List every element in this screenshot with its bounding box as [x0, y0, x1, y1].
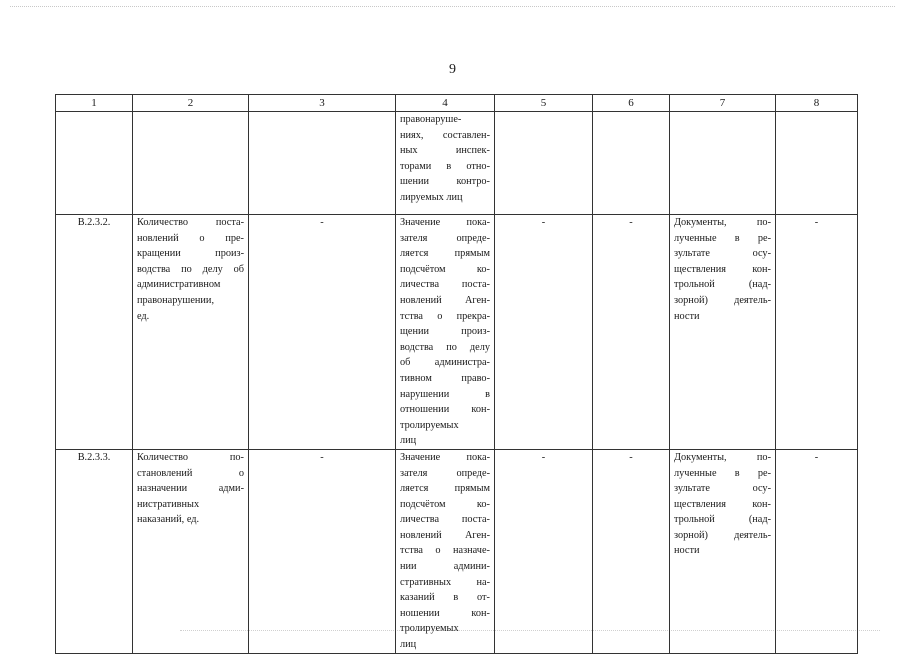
column-header: 5	[495, 95, 593, 112]
table-cell-c3	[249, 449, 396, 653]
scan-artifact-top	[10, 6, 895, 8]
cell-text-line: ед.	[137, 310, 150, 322]
page-number: 9	[449, 62, 456, 77]
cell-value: -	[320, 217, 324, 228]
cell-text-line: трольной (над-	[674, 514, 771, 526]
cell-text-line: ности	[674, 545, 700, 557]
table-cell-c2	[133, 112, 249, 215]
table-cell-c4	[396, 449, 495, 653]
document-table	[55, 94, 858, 654]
column-header: 4	[396, 95, 495, 112]
cell-text-line: водства по делу об	[137, 263, 244, 275]
cell-text-line: лученные в ре-	[674, 467, 771, 479]
table-row	[56, 449, 858, 653]
cell-text-line: лиц	[400, 639, 417, 651]
cell-text-line: тролируемых	[400, 623, 459, 635]
cell-text-line: лиц	[400, 435, 417, 447]
table-cell-c1	[56, 449, 133, 653]
cell-text-line: становлений о	[137, 467, 244, 479]
cell-text-line: ществления кон-	[674, 498, 771, 510]
cell-text-line: административном	[137, 279, 221, 291]
table-cell-c6	[593, 449, 670, 653]
cell-text-line: личества поста-	[400, 514, 490, 526]
cell-text-line: тролируемых	[400, 419, 459, 431]
cell-text-line: наказаний, ед.	[137, 514, 200, 526]
cell-text-line: подсчётом ко-	[400, 498, 490, 510]
column-header: 3	[249, 95, 396, 112]
cell-text-line: ляется прямым	[400, 248, 490, 260]
table-cell-c3	[249, 112, 396, 215]
cell-text-line: тства о прекра-	[400, 310, 490, 322]
cell-text-line: нарушении в	[400, 388, 490, 400]
cell-value: -	[629, 217, 633, 228]
cell-text-line: нии админи-	[400, 561, 490, 573]
table-cell-c5	[495, 449, 593, 653]
row-code: В.2.3.2.	[77, 217, 111, 228]
cell-text-line: Значение пока-	[400, 451, 490, 463]
table-cell-c3	[249, 215, 396, 450]
cell-text-line: Количество поста-	[137, 217, 244, 228]
cell-text-line: Значение пока-	[400, 217, 490, 228]
cell-text-line: ществления кон-	[674, 263, 771, 275]
cell-text-line: тивном право-	[400, 372, 490, 384]
column-header: 7	[670, 95, 776, 112]
table-cell-c4	[396, 215, 495, 450]
cell-text-line: назначении адми-	[137, 483, 244, 495]
cell-text-line: отношении кон-	[400, 404, 490, 416]
table-cell-c8	[776, 112, 858, 215]
cell-value: -	[320, 451, 324, 463]
cell-text-line: об администра-	[400, 357, 490, 369]
cell-text-line: ниях, составлен-	[400, 129, 490, 141]
cell-text-line: Документы, по-	[674, 451, 771, 463]
cell-text-line: кращении произ-	[137, 248, 244, 260]
cell-text-line: зателя опреде-	[400, 467, 490, 479]
cell-value: -	[541, 217, 546, 228]
cell-text-line: тства о назначе-	[400, 545, 490, 557]
table-cell-c7	[670, 449, 776, 653]
table-cell-c8	[776, 215, 858, 450]
cell-text-line: подсчётом ко-	[400, 263, 490, 275]
table-cell-c2	[133, 215, 249, 450]
cell-text-line: лученные в ре-	[674, 232, 771, 244]
cell-text-line: новлений Аген-	[400, 294, 490, 306]
column-header: 1	[56, 95, 133, 112]
cell-text-line: Количество по-	[137, 451, 244, 463]
table-cell-c1	[56, 112, 133, 215]
cell-text-line: трольной (над-	[674, 279, 771, 291]
cell-text-line: правонаруше-	[400, 114, 462, 125]
cell-value: -	[629, 451, 633, 463]
table-cell-c7	[670, 112, 776, 215]
cell-text-line: правонарушении,	[137, 294, 215, 306]
table-cell-c6	[593, 215, 670, 450]
table-cell-c1	[56, 215, 133, 450]
cell-value: -	[814, 217, 819, 228]
row-code: В.2.3.3.	[77, 451, 111, 463]
cell-text-line: личества поста-	[400, 279, 490, 291]
cell-text-line: зателя опреде-	[400, 232, 490, 244]
cell-text-line: зультате осу-	[674, 483, 771, 495]
table-cell-c4	[396, 112, 495, 215]
cell-text-line: зорной) деятель-	[674, 529, 771, 541]
cell-text-line: казаний в от-	[400, 592, 490, 604]
cell-text-line: нистративных	[137, 498, 200, 510]
table-cell-c5	[495, 215, 593, 450]
table-row	[56, 112, 858, 215]
cell-text-line: зорной) деятель-	[674, 294, 771, 306]
table-cell-c5	[495, 112, 593, 215]
column-header: 8	[776, 95, 858, 112]
column-header: 6	[593, 95, 670, 112]
cell-text-line: ляется прямым	[400, 483, 490, 495]
cell-text-line: щении произ-	[400, 326, 490, 338]
cell-text-line: стративных на-	[400, 576, 490, 588]
table-cell-c7	[670, 215, 776, 450]
cell-text-line: Документы, по-	[674, 217, 771, 228]
cell-text-line: лируемых лиц	[400, 191, 463, 203]
table-header-row	[56, 95, 858, 112]
cell-text-line: зультате осу-	[674, 248, 771, 260]
column-header: 2	[133, 95, 249, 112]
table-row	[56, 215, 858, 450]
table-cell-c8	[776, 449, 858, 653]
cell-text-line: ности	[674, 310, 700, 322]
cell-text-line: ношении кон-	[400, 607, 490, 619]
cell-text-line: торами в отно-	[400, 160, 490, 172]
cell-text-line: новлений Аген-	[400, 529, 490, 541]
cell-value: -	[814, 451, 819, 463]
cell-text-line: ных инспек-	[400, 145, 490, 157]
table-cell-c6	[593, 112, 670, 215]
cell-text-line: шении контро-	[400, 176, 490, 188]
table-cell-c2	[133, 449, 249, 653]
cell-text-line: новлений о пре-	[137, 232, 244, 244]
cell-value: -	[541, 451, 546, 463]
cell-text-line: водства по делу	[400, 341, 490, 353]
